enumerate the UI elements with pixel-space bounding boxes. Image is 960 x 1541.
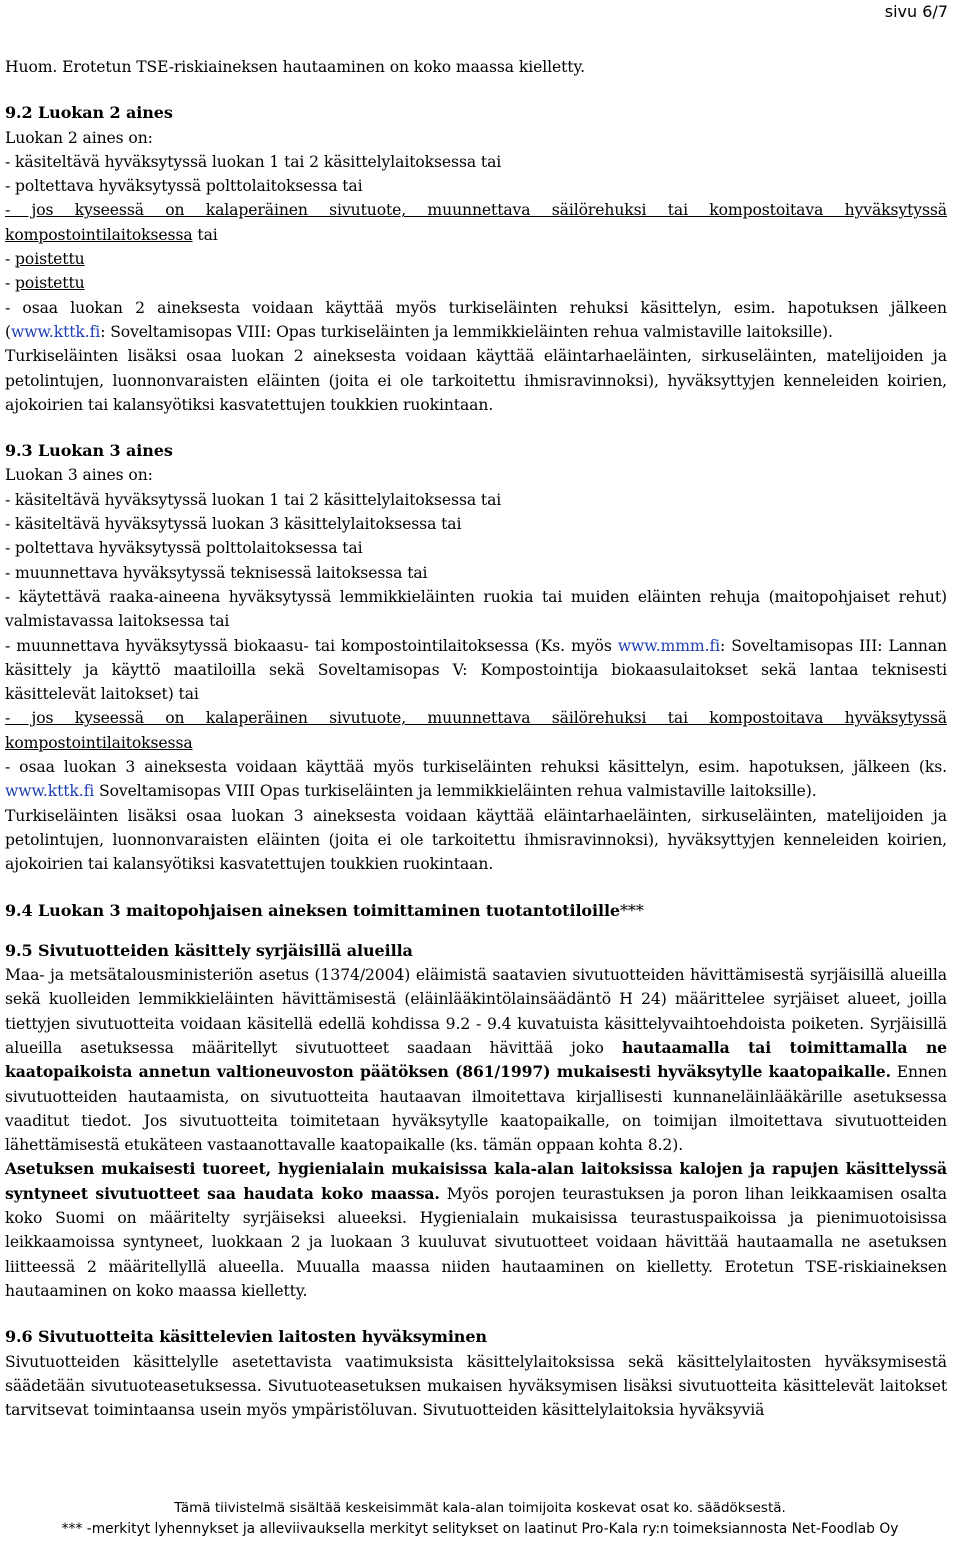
s93-item-2: - käsiteltävä hyväksytyssä luokan 3 käsittelylaitoksessa tai (5, 515, 462, 534)
s93-item-6-text: - muunnettava hyväksytyssä biokaasu- tai kompostointilaitoksessa (Ks. myös (5, 636, 618, 655)
section-9-6-title: 9.6 Sivutuotteita käsittelevien laitosten hyväksyminen (5, 1327, 487, 1347)
s95-paragraph-2 (5, 1157, 947, 1303)
s92-item-6 (5, 296, 947, 345)
s92-item-3 (5, 198, 947, 247)
section-9-2-title: 9.2 Luokan 2 aines (5, 103, 173, 123)
s95-p1-bold: hautaamalla tai toimittamalla ne kaatopaikoista annetun valtioneuvoston päätöksen (861/1997) mukaisesti hyväksytylle kaatopaikalle. (5, 1037, 948, 1082)
s95-p2-bold: Asetuksen mukaisesti tuoreet, hygienialain mukaisissa kala-alan laitoksissa kalojen ja rapujen käsittelyssä syntyneet sivutuotteet saa haudata koko maassa. (5, 1159, 947, 1203)
s93-item-8 (5, 755, 947, 804)
s95-p1-text-end: Ennen sivutuotteiden hautaamista, on sivutuotteita hautaavan ilmoitettava kirjallisesti kunnaneläinlääkärille asetuksessa vaaditut tiedot. Jos sivutuotteita toimitetaan hyväksytylle kaatopaikalle, on toimijan ilmoitettava sivutuotteiden lähettämisestä etukäteen vastaanottavalle kaatopaikalle (ks. tämän oppaan kohta 8.2). (5, 1063, 947, 1155)
s92-paragraph: Turkiseläinten lisäksi osaa luokan 2 aineksesta voidaan käyttää eläintarhaeläinten, sirkuseläinten, matelijoiden ja petolintujen, luonnonvaraisten eläinten (joita ei ole tarkoitettu ihmisravinnoksi), hyväksyttyjen kenneleiden koirien, ajokoirien tai kalansyötiksi kasvatettujen toukkien ruokintaan. (5, 347, 947, 414)
dash: - (5, 274, 16, 293)
s93-item-1: - käsiteltävä hyväksytyssä luokan 1 tai 2 käsittelylaitoksessa tai (5, 490, 502, 509)
s92-item-1: - käsiteltävä hyväksytyssä luokan 1 tai 2 käsittelylaitoksessa tai (5, 152, 502, 171)
intro-note: Huom. Erotetun TSE-riskiaineksen hautaaminen on koko maassa kielletty. (5, 58, 585, 76)
section-9-3-title: 9.3 Luokan 3 aines (5, 441, 173, 461)
s92-item-4 (5, 247, 947, 271)
s95-paragraph-1 (5, 963, 947, 1157)
s92-item-3-rest: tai (192, 225, 218, 244)
dash: - (5, 250, 16, 269)
s92-item-5-removed: poistettu (15, 274, 85, 293)
mmm-link[interactable]: www.mmm.fi (617, 636, 721, 655)
s93-item-8-text: - osaa luokan 3 aineksesta voidaan käyttää myös turkiseläinten rehuksi käsittelyn, esim. hapotuksen, jälkeen (ks. (5, 758, 947, 777)
section-9-4-title (5, 899, 947, 923)
s93-lead: Luokan 3 aines on: (5, 466, 153, 485)
s95-p1-text: Maa- ja metsätalousministeriön asetus (1374/2004) eläimistä saatavien sivutuotteiden hävittämisestä syrjäisillä alueilla sekä kuolleiden lemmikkieläinten hävittämisestä (eläinlääkintölainsäädäntö H 24) määrittelee syrjäiset alueet, joilla tiettyjen sivutuotteita voidaan käsitellä edellä kohdissa 9.2 - 9.4 kuvatuista käsittelyvaihtoehdoista poiketen. Syrjäisillä alueilla asetuksessa määritellyt sivutuotteet saadaan hävittää joko (5, 966, 947, 1057)
section-9-5-title: 9.5 Sivutuotteiden käsittely syrjäisillä alueilla (5, 940, 413, 960)
s94-title-suffix: *** (620, 900, 644, 920)
s93-item-5: - käytettävä raaka-aineena hyväksytyssä lemmikkieläinten ruokia tai muiden eläinten rehuja (maitopohjaiset rehut) valmistavassa laitoksessa tai (5, 587, 947, 631)
s93-item-6 (5, 634, 947, 707)
s93-item-3: - poltettava hyväksytyssä polttolaitoksessa tai (5, 539, 363, 558)
footer-line-1: Tämä tiivistelmä sisältää keskeisimmät kala-alan toimijoita koskevat osat ko. säädöksestä. (174, 1500, 786, 1516)
s92-item-2: - poltettava hyväksytyssä polttolaitoksessa tai (5, 177, 363, 196)
kttk-link[interactable]: www.kttk.fi (10, 322, 101, 341)
s92-lead: Luokan 2 aines on: (5, 128, 153, 147)
kttk-link-2[interactable]: www.kttk.fi (5, 782, 95, 801)
s93-item-8-text-end: Soveltamisopas VIII Opas turkiseläinten ja lemmikkieläinten rehua valmistaville laitoksille). (94, 782, 817, 801)
s92-item-4-removed: poistettu (15, 250, 85, 269)
s92-item-6-text: - osaa luokan 2 aineksesta voidaan käyttää myös turkiseläinten rehuksi käsittelyn, esim. hapotuksen jälkeen ( (5, 298, 947, 341)
s92-item-3-underlined: - jos kyseessä on kalaperäinen sivutuote, muunnettava säilörehuksi tai kompostoitava hyväksytyssä kompostointilaitoksessa (5, 201, 947, 244)
document-body (5, 55, 947, 1422)
s93-item-6-text-end: : Soveltamisopas III: Lannan käsittely ja käyttö maatiloilla sekä Soveltamisopas V: Kompostointija biokaasulaitokset sekä lantaa teknisesti käsittelevät laitokset) tai (5, 636, 947, 704)
s96-paragraph-1: Sivutuotteiden käsittelylle asetettavista vaatimuksista käsittelylaitoksissa sekä käsittelylaitosten hyväksymisestä säädetään sivutuoteasetuksessa. Sivutuoteasetuksen mukaisen hyväksymisen lisäksi sivutuotteita käsittelevät laitokset tarvitsevat toimintaansa usein myös ympäristöluvan. Sivutuotteiden käsittelylaitoksia hyväksyviä (5, 1352, 947, 1420)
s95-p2-text: Myös porojen teurastuksen ja poron lihan leikkaamisen osalta koko Suomi on määritelty syrjäiseksi alueeksi. Hygienialain mukaisissa teurastuspaikoissa ja pienimuotoisissa leikkaamoissa syntyneet, luokkaan 2 ja luokaan 3 kuuluvat sivutuotteet voidaan hävittää hautaamalla ne asetuksen liitteessä 2 määritellyllä alueella. Muualla maassa niiden hautaaminen on kielletty. Erotetun TSE-riskiaineksen hautaaminen on koko maassa kielletty. (5, 1184, 947, 1300)
s92-item-5 (5, 271, 947, 295)
page-number: sivu 6/7 (884, 2, 948, 21)
s92-item-6-text-end: : Soveltamisopas VIII: Opas turkiseläinten ja lemmikkieläinten rehua valmistaville laitoksille). (100, 322, 833, 341)
s94-title-text: 9.4 Luokan 3 maitopohjaisen aineksen toimittaminen tuotantotiloille (5, 900, 621, 920)
footer-line-2: *** -merkityt lyhennykset ja alleviivauksella merkityt selitykset on laatinut Pro-Kala ry:n toimeksiannosta Net-Foodlab Oy (61, 1521, 899, 1537)
s93-paragraph: Turkiseläinten lisäksi osaa luokan 3 aineksesta voidaan käyttää eläintarhaeläinten, sirkuseläinten, matelijoiden ja petolintujen, luonnonvaraisten eläinten (joita ei ole tarkoitettu ihmisravinnoksi), hyväksyttyjen kenneleiden koirien, ajokoirien tai kalansyötiksi kasvatettujen toukkien ruokintaan. (5, 806, 947, 874)
s93-item-7: - jos kyseessä on kalaperäinen sivutuote, muunnettava säilörehuksi tai kompostoitava hyväksytyssä kompostointilaitoksessa (5, 709, 947, 752)
s93-item-4: - muunnettava hyväksytyssä teknisessä laitoksessa tai (5, 563, 428, 582)
